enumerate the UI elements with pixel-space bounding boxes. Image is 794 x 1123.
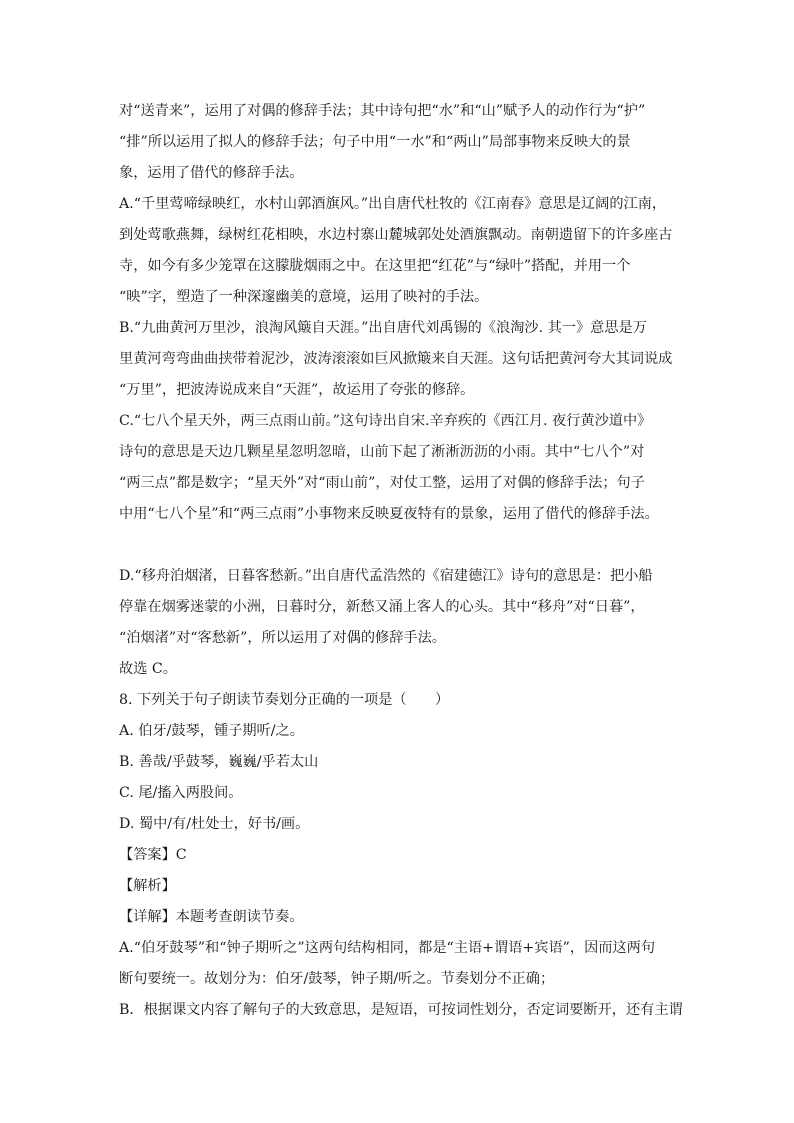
option-a-paragraph: A.“千里莺啼绿映红，水村山郭酒旗风。”出自唐代杜牧的《江南春》意思是辽阔的江南， <box>119 196 667 212</box>
choice-b: B. 善哉/乎鼓琴，巍巍/乎若太山 <box>119 754 319 770</box>
text-line: 寺，如今有多少笼罩在这朦胧烟雨之中。在这里把“红花”与“绿叶”搭配，并用一个 <box>119 258 631 274</box>
explanation-b: B．根据课文内容了解句子的大致意思，是短语，可按词性划分，否定词要断开，还有主谓 <box>119 1002 683 1018</box>
text-line: 断句要统一。故划分为：伯牙/鼓琴，钟子期/听之。节奏划分不正确； <box>119 971 555 987</box>
text-line: 诗句的意思是天边几颗星星忽明忽暗，山前下起了淅淅沥沥的小雨。其中“七八个”对 <box>119 444 645 460</box>
text-line: 对“送青来”，运用了对偶的修辞手法；其中诗句把“水”和“山”赋予人的动作行为“护” <box>119 103 646 119</box>
document-body <box>119 96 683 1026</box>
blank-line <box>119 530 679 561</box>
text-line: “排”所以运用了拟人的修辞手法；句子中用“一水”和“两山”局部事物来反映大的景 <box>119 134 631 150</box>
option-d-paragraph: D.“移舟泊烟渚，日暮客愁新。”出自唐代孟浩然的《宿建德江》诗句的意思是：把小船 <box>119 568 653 584</box>
choice-a: A. 伯牙/鼓琴，锺子期听/之。 <box>119 723 304 739</box>
question-8: 8. 下列关于句子朗读节奏划分正确的一项是（ ） <box>119 692 450 708</box>
text-line: “万里”，把波涛说成来自“天涯”，故运用了夸张的修辞。 <box>119 382 475 398</box>
detail-label: 【详解】本题考查朗读节奏。 <box>119 909 304 925</box>
text-line: 停靠在烟雾迷蒙的小洲，日暮时分，新愁又涌上客人的心头。其中“移舟”对“日暮”， <box>119 599 645 615</box>
text-line: “两三点”都是数字；“星天外”对“雨山前”，对仗工整，运用了对偶的修辞手法；句子 <box>119 475 645 491</box>
option-b-paragraph: B.“九曲黄河万里沙，浪淘风簸自天涯。”出自唐代刘禹锡的《浪淘沙. 其一》意思是万 <box>119 320 647 336</box>
option-c-paragraph: C.“七八个星天外，两三点雨山前。”这句诗出自宋.辛弃疾的《西江月. 夜行黄沙道中》 <box>119 413 652 429</box>
text-line: “泊烟渚”对“客愁新”，所以运用了对偶的修辞手法。 <box>119 630 446 646</box>
choice-d: D. 蜀中/有/杜处士，好书/画。 <box>119 816 310 832</box>
text-line: 到处莺歌燕舞，绿树红花相映，水边村寨山麓城郭处处酒旗飘动。南朝遗留下的许多座古 <box>119 227 673 243</box>
text-line: 中用“七八个星”和“两三点雨”小事物来反映夏夜特有的景象，运用了借代的修辞手法。 <box>119 506 659 522</box>
explanation-a: A.“伯牙鼓琴”和“钟子期听之”这两句结构相同，都是“主语+谓语+宾语”，因而这两句 <box>119 940 656 956</box>
text-line: “映”字，塑造了一种深邃幽美的意境，运用了映衬的手法。 <box>119 289 489 305</box>
text-line: 象，运用了借代的修辞手法。 <box>119 165 304 181</box>
choice-c: C. 尾/搐入两股间。 <box>119 785 243 801</box>
text-line: 里黄河弯弯曲曲挟带着泥沙，波涛滚滚如巨风掀簸来自天涯。这句话把黄河夸大其词说成 <box>119 351 673 367</box>
analysis-label: 【解析】 <box>119 878 176 894</box>
conclusion-line: 故选 C。 <box>119 661 177 677</box>
answer-label: 【答案】C <box>119 847 187 863</box>
